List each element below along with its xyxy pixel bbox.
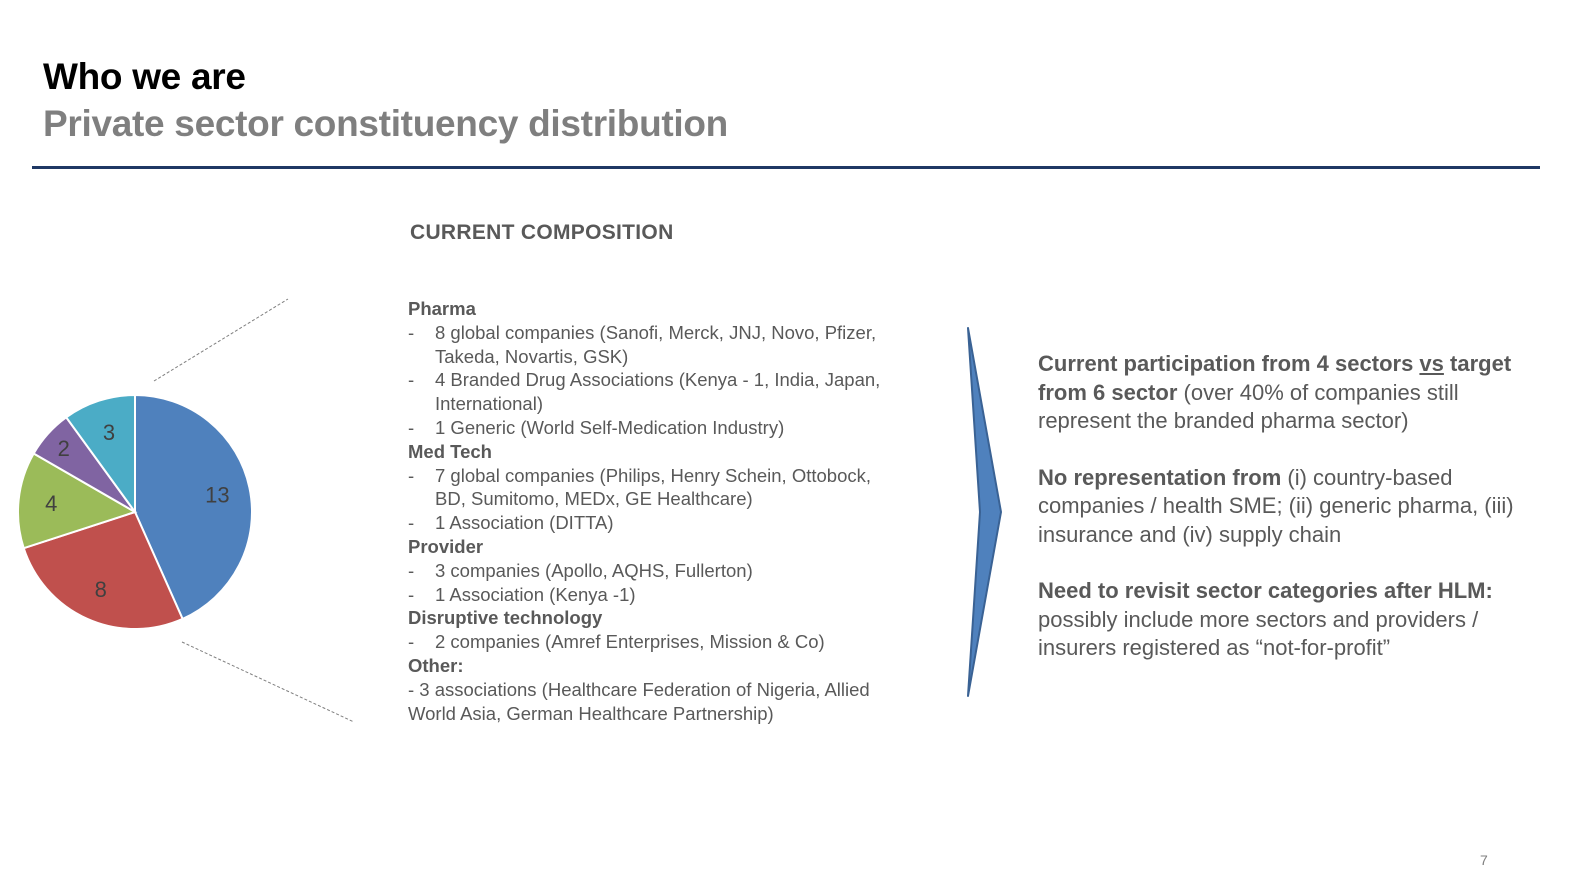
category-label: Provider [408,535,484,557]
chevron-arrow-icon [960,322,1010,702]
composition-heading: CURRENT COMPOSITION [410,221,674,244]
pie-data-label: 2 [57,435,70,461]
page-title: Who we are [43,56,246,97]
category-label: Med Tech [408,440,492,462]
key-point: Need to revisit sector categories after HLM: possibly include more sectors and providers / insurers registered as “not-for-profit” [1038,578,1493,660]
key-point: No representation from (i) country-based companies / health SME; (ii) generic pharma, (iii) insurance and (iv) supply chain [1038,464,1514,547]
page-number: 7 [1480,852,1488,868]
key-points [1038,350,1538,691]
pie-chart [0,280,380,740]
key-point: Current participation from 4 sectors vs target from 6 sector (over 40% of companies still represent the branded pharma sector) [1038,351,1512,433]
list-item: - 8 global companies (Sanofi, Merck, JNJ, Novo, Pfizer, Takeda, Novartis, GSK) [408,321,877,367]
pie-data-label: 3 [102,419,116,445]
group-medtech [408,440,888,535]
list-item: - 4 Branded Drug Associations (Kenya - 1, India, Japan, International) [408,369,881,415]
page-subtitle: Private sector constituency distribution [43,103,728,144]
group-disruptive-technology [408,606,888,654]
list-item: - 7 global companies (Philips, Henry Schein, Ottobock, BD, Sumitomo, MEDx, GE Healthcare) [408,464,871,510]
group-provider [408,535,888,606]
list-item: - 1 Association (Kenya -1) [408,583,636,605]
list-item: - 1 Generic (World Self-Medication Industry) [408,416,785,438]
category-label: Disruptive technology [408,607,603,629]
zoom-connector-top [154,299,288,381]
group-other [408,654,888,725]
pie-data-label: 4 [45,491,58,517]
pie-data-label: 8 [94,576,107,602]
category-label: Other: [408,654,464,676]
zoom-connector-bottom [182,642,354,722]
composition-list [408,297,888,725]
list-item: - 3 companies (Apollo, AQHS, Fullerton) [408,559,753,581]
pie-data-label: 13 [205,482,230,508]
category-label: Pharma [408,298,476,319]
list-item: - 3 associations (Healthcare Federation of Nigeria, Allied World Asia, German Healthcare Partnership) [408,678,870,724]
list-item: - 2 companies (Amref Enterprises, Mission & Co) [408,631,825,653]
list-item: - 1 Association (DITTA) [408,512,614,534]
group-pharma [408,297,888,440]
title-divider [32,166,1540,169]
